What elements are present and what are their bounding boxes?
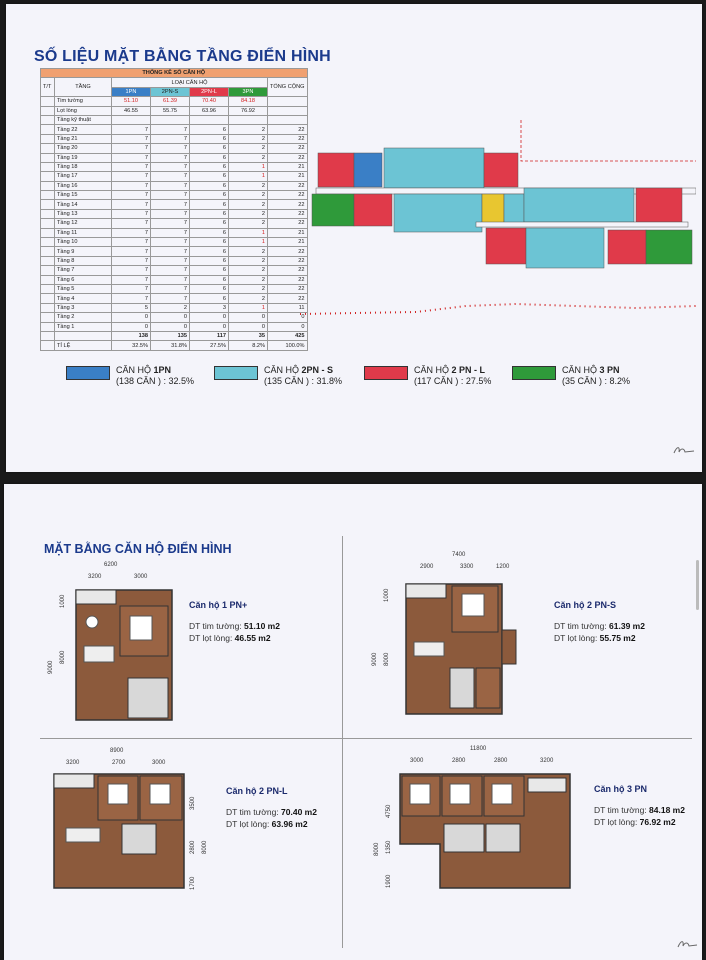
floor-count: 1 — [229, 303, 268, 312]
floor-total: 21 — [268, 162, 308, 171]
floor-count: 6 — [190, 209, 229, 218]
table-row — [41, 125, 308, 134]
ratio-3pn: 8.2% — [229, 341, 268, 350]
floor-label: Tầng 16 — [55, 181, 112, 190]
floor-total: 22 — [268, 181, 308, 190]
legend-swatch-3pn — [512, 366, 556, 380]
table-row — [41, 303, 308, 312]
legend-sub-3pn: (35 CĂN ) : 8.2% — [562, 376, 631, 386]
floor-count: 7 — [151, 256, 190, 265]
floor-count: 6 — [190, 284, 229, 293]
page-title: SỐ LIỆU MẶT BẰNG TẦNG ĐIỂN HÌNH — [34, 48, 331, 65]
apt-tim-4: 84.18 m2 — [649, 805, 685, 815]
legend-swatch-1pn — [66, 366, 110, 380]
legend-code-2pnl: 2 PN - L — [451, 365, 486, 375]
table-row — [41, 209, 308, 218]
floor-label: Tầng 11 — [55, 228, 112, 237]
dim-left-4-c: 1900 — [386, 874, 392, 888]
dim-top-4-d: 3200 — [540, 758, 554, 764]
floor-count: 7 — [151, 266, 190, 275]
floor-count: 6 — [190, 181, 229, 190]
floor-count: 7 — [112, 162, 151, 171]
table-row — [41, 153, 308, 162]
floor-count: 0 — [229, 322, 268, 331]
row-tim-tuong-label: Tim tường — [55, 97, 112, 106]
floor-count: 6 — [190, 238, 229, 247]
dim-top-2-a: 2900 — [420, 564, 434, 570]
signature-mark-2 — [676, 938, 700, 950]
floor-count: 0 — [112, 313, 151, 322]
legend-code-1pn: 1PN — [153, 365, 172, 375]
floor-count: 6 — [190, 200, 229, 209]
floor-count: 2 — [229, 200, 268, 209]
floor-label: Tầng 21 — [55, 134, 112, 143]
dim-top-3-b: 2700 — [112, 760, 126, 766]
dim-top-4-c: 2800 — [494, 758, 508, 764]
floor-total: 22 — [268, 191, 308, 200]
apt-area-4: DT tim tường: 84.18 m2 DT lọt lòng: 76.92 m2 — [594, 805, 685, 827]
floor-count: 7 — [112, 238, 151, 247]
floor-label: Tầng 5 — [55, 284, 112, 293]
floor-count: 7 — [151, 219, 190, 228]
floor-count: 1 — [229, 238, 268, 247]
table-row — [41, 172, 308, 181]
legend-swatch-2pnl — [364, 366, 408, 380]
legend-label-2pnl: CĂN HỘ — [414, 365, 452, 375]
floor-count: 7 — [112, 181, 151, 190]
floor-count: 7 — [151, 247, 190, 256]
floor-count: 0 — [151, 322, 190, 331]
ratio-total: 100.0% — [268, 341, 308, 350]
table-row — [41, 200, 308, 209]
horizontal-divider — [40, 738, 692, 739]
col-types: LOẠI CĂN HỘ — [112, 78, 268, 87]
floor-count: 7 — [112, 256, 151, 265]
dim-left-4-a: 4750 — [386, 804, 392, 818]
dim-top-2-c: 1200 — [496, 564, 510, 570]
floor-count: 0 — [190, 313, 229, 322]
floor-count: 2 — [229, 256, 268, 265]
ratio-1pn: 32.5% — [112, 341, 151, 350]
floor-count: 6 — [190, 247, 229, 256]
ratio-label: TỈ LỆ — [55, 341, 112, 350]
floor-count: 2 — [229, 125, 268, 134]
floorplan-1pn — [74, 588, 174, 722]
floor-count: 6 — [190, 294, 229, 303]
floor-count: 5 — [112, 303, 151, 312]
legend-label-2pns: CĂN HỘ — [264, 365, 302, 375]
dim-top-1-total: 6200 — [104, 562, 118, 568]
floor-count: 7 — [112, 125, 151, 134]
floor-count: 2 — [229, 294, 268, 303]
ratio-2pnl: 27.5% — [190, 341, 229, 350]
legend-sub-2pnl: (117 CĂN ) : 27.5% — [414, 376, 492, 386]
floor-total: 22 — [268, 219, 308, 228]
floor-label: Tầng 20 — [55, 144, 112, 153]
floor-label: Tầng 15 — [55, 191, 112, 200]
floor-count — [229, 115, 268, 124]
dim-top-3-a: 3200 — [66, 760, 80, 766]
tim-1pn: 51.10 — [112, 97, 151, 106]
unit-statistics-table — [40, 68, 308, 351]
floor-count: 6 — [190, 125, 229, 134]
floor-count: 6 — [190, 256, 229, 265]
floor-count: 7 — [151, 153, 190, 162]
floor-count: 7 — [151, 209, 190, 218]
floor-count — [190, 115, 229, 124]
legend-sub-2pns: (135 CĂN ) : 31.8% — [264, 376, 343, 386]
apt-area-1: DT tim tường: 51.10 m2 DT lọt lòng: 46.55 m2 — [189, 621, 280, 643]
scroll-indicator[interactable] — [696, 560, 699, 610]
tim-2pnl: 70.40 — [190, 97, 229, 106]
floor-count: 7 — [112, 275, 151, 284]
dim-right-3-c: 1700 — [190, 876, 196, 890]
floor-count: 6 — [190, 191, 229, 200]
floor-count: 0 — [151, 313, 190, 322]
lot-2pns: 55.75 — [151, 106, 190, 115]
floor-total: 22 — [268, 209, 308, 218]
dim-left-2-a: 8000 — [384, 652, 390, 666]
floor-count: 7 — [151, 125, 190, 134]
col-tt: T/T — [41, 78, 55, 97]
floor-count: 7 — [151, 238, 190, 247]
apt-lot-2: 55.75 m2 — [599, 633, 636, 643]
floor-count: 6 — [190, 228, 229, 237]
floor-count: 7 — [151, 228, 190, 237]
floor-total: 22 — [268, 294, 308, 303]
floor-label: Tầng 19 — [55, 153, 112, 162]
floor-label: Tầng 14 — [55, 200, 112, 209]
floor-count: 2 — [229, 219, 268, 228]
floor-total: 22 — [268, 247, 308, 256]
legend-code-3pn: 3 PN — [599, 365, 620, 375]
floor-count: 7 — [112, 134, 151, 143]
floor-label: Tầng 7 — [55, 266, 112, 275]
tim-3pn: 84.18 — [229, 97, 268, 106]
apt-name-1: Căn hộ 1 PN+ — [189, 600, 248, 610]
dim-left-1-total: 9000 — [48, 660, 54, 674]
type-1pn: 1PN — [112, 87, 151, 96]
floor-count: 6 — [190, 162, 229, 171]
legend-code-2pns: 2PN - S — [301, 365, 334, 375]
table-row — [41, 322, 308, 331]
floor-count: 2 — [229, 144, 268, 153]
floor-label: Tầng 3 — [55, 303, 112, 312]
floor-total: 22 — [268, 256, 308, 265]
col-floor: TẦNG — [55, 78, 112, 97]
table-row — [41, 181, 308, 190]
floor-count: 2 — [229, 181, 268, 190]
table-row — [41, 191, 308, 200]
floor-count: 2 — [229, 284, 268, 293]
lot-2pnl: 63.96 — [190, 106, 229, 115]
total-all: 425 — [268, 331, 308, 340]
floor-label: Tầng 1 — [55, 322, 112, 331]
floor-total: 22 — [268, 275, 308, 284]
apt-name-3: Căn hộ 2 PN-L — [226, 786, 288, 796]
floor-label: Tầng 9 — [55, 247, 112, 256]
floor-total: 11 — [268, 303, 308, 312]
dim-top-1-a: 3200 — [88, 574, 102, 580]
dim-left-2-b: 1000 — [384, 588, 390, 602]
table-row — [41, 266, 308, 275]
dim-top-2-b: 3300 — [460, 564, 474, 570]
typical-floor-plan — [296, 118, 696, 328]
total-1pn: 138 — [112, 331, 151, 340]
floor-count: 7 — [151, 134, 190, 143]
floor-label: Tầng 13 — [55, 209, 112, 218]
floor-stats-page — [6, 4, 702, 472]
floor-count: 0 — [112, 322, 151, 331]
floor-count: 2 — [229, 275, 268, 284]
floorplan-2pns — [404, 582, 518, 716]
signature-mark — [672, 444, 698, 456]
dim-right-3-b: 2800 — [190, 840, 196, 854]
floorplan-3pn — [398, 772, 574, 892]
legend-label-1pn: CĂN HỘ — [116, 365, 154, 375]
floor-count: 7 — [151, 200, 190, 209]
floor-count: 7 — [151, 162, 190, 171]
floor-count: 1 — [229, 162, 268, 171]
floor-count: 7 — [112, 200, 151, 209]
floor-count: 6 — [190, 153, 229, 162]
table-row — [41, 144, 308, 153]
type-2pnl: 2PN-L — [190, 87, 229, 96]
floor-count: 7 — [151, 191, 190, 200]
dim-top-1-b: 3000 — [134, 574, 148, 580]
dim-top-4-a: 3000 — [410, 758, 424, 764]
table-row — [41, 162, 308, 171]
apt-lot-3: 63.96 m2 — [271, 819, 308, 829]
floor-count: 2 — [229, 134, 268, 143]
floor-count: 7 — [112, 209, 151, 218]
total-2pns: 135 — [151, 331, 190, 340]
floor-label: Tầng 8 — [55, 256, 112, 265]
dim-left-1-b: 1000 — [60, 594, 66, 608]
lot-1pn: 46.55 — [112, 106, 151, 115]
page-title-2: MẶT BẰNG CĂN HỘ ĐIỂN HÌNH — [44, 542, 232, 556]
apt-tim-2: 61.39 m2 — [609, 621, 645, 631]
apartment-plans-page — [4, 484, 702, 960]
floor-count: 7 — [151, 144, 190, 153]
floor-count: 7 — [151, 275, 190, 284]
apt-lot-1: 46.55 m2 — [234, 633, 271, 643]
floor-count: 7 — [112, 266, 151, 275]
ratio-2pns: 31.8% — [151, 341, 190, 350]
floor-label: Tầng 10 — [55, 238, 112, 247]
apt-lot-4: 76.92 m2 — [639, 817, 676, 827]
floor-label: Tầng kỹ thuật — [55, 115, 112, 124]
floor-total: 21 — [268, 172, 308, 181]
floor-count: 2 — [229, 191, 268, 200]
floor-count: 7 — [112, 228, 151, 237]
floor-total: 0 — [268, 313, 308, 322]
apt-name-4: Căn hộ 3 PN — [594, 784, 648, 794]
floor-count: 7 — [112, 284, 151, 293]
floor-label: Tầng 17 — [55, 172, 112, 181]
dim-top-4-total: 11800 — [470, 746, 487, 752]
floor-total: 21 — [268, 228, 308, 237]
floor-label: Tầng 2 — [55, 313, 112, 322]
floor-count — [112, 115, 151, 124]
floor-count: 7 — [151, 294, 190, 303]
vertical-divider — [342, 536, 343, 948]
dim-top-3-c: 3000 — [152, 760, 166, 766]
floor-count: 7 — [112, 153, 151, 162]
floor-count: 1 — [229, 228, 268, 237]
type-2pns: 2PN-S — [151, 87, 190, 96]
floorplan-2pnl — [52, 772, 186, 892]
floor-count: 7 — [112, 294, 151, 303]
floor-count: 2 — [229, 209, 268, 218]
dim-right-3-total: 8000 — [202, 840, 208, 854]
floor-count: 6 — [190, 219, 229, 228]
floor-total: 22 — [268, 125, 308, 134]
floor-count: 2 — [151, 303, 190, 312]
floor-label: Tầng 18 — [55, 162, 112, 171]
dim-top-3-total: 8900 — [110, 748, 124, 754]
floor-label: Tầng 12 — [55, 219, 112, 228]
floor-label: Tầng 4 — [55, 294, 112, 303]
floor-count: 0 — [190, 322, 229, 331]
floor-total: 22 — [268, 284, 308, 293]
floor-count: 3 — [190, 303, 229, 312]
floor-count: 0 — [229, 313, 268, 322]
table-row — [41, 247, 308, 256]
table-row — [41, 284, 308, 293]
floor-count: 2 — [229, 266, 268, 275]
table-row — [41, 219, 308, 228]
table-row — [41, 115, 308, 124]
apt-tim-3: 70.40 m2 — [281, 807, 317, 817]
floor-label: Tầng 22 — [55, 125, 112, 134]
table-row — [41, 134, 308, 143]
dim-left-4-b: 1350 — [386, 840, 392, 854]
table-row — [41, 313, 308, 322]
floor-count: 7 — [112, 172, 151, 181]
dim-top-2-total: 7400 — [452, 552, 466, 558]
legend-swatch-2pns — [214, 366, 258, 380]
table-row — [41, 256, 308, 265]
table-row — [41, 294, 308, 303]
col-total: TỔNG CỘNG — [268, 78, 308, 97]
floor-total: 22 — [268, 144, 308, 153]
floor-total: 22 — [268, 200, 308, 209]
type-3pn: 3PN — [229, 87, 268, 96]
row-lot-long-label: Lọt lòng — [55, 106, 112, 115]
tim-2pns: 61.39 — [151, 97, 190, 106]
dim-top-4-b: 2800 — [452, 758, 466, 764]
floor-label: Tầng 6 — [55, 275, 112, 284]
floor-total: 0 — [268, 322, 308, 331]
floor-count: 6 — [190, 275, 229, 284]
floor-total: 22 — [268, 134, 308, 143]
floor-count: 1 — [229, 172, 268, 181]
floor-count: 2 — [229, 247, 268, 256]
dim-right-3-a: 3500 — [190, 796, 196, 810]
total-2pnl: 117 — [190, 331, 229, 340]
floor-count: 7 — [112, 247, 151, 256]
table-row — [41, 228, 308, 237]
apt-area-3: DT tim tường: 70.40 m2 DT lọt lòng: 63.96 m2 — [226, 807, 317, 829]
dim-left-1-a: 8000 — [60, 650, 66, 664]
floor-total: 22 — [268, 153, 308, 162]
floor-count: 6 — [190, 172, 229, 181]
legend-sub-1pn: (138 CĂN ) : 32.5% — [116, 376, 195, 386]
table-caption: THỐNG KÊ SỐ CĂN HỘ — [41, 69, 308, 78]
floor-count: 7 — [112, 144, 151, 153]
table-row — [41, 238, 308, 247]
floor-count: 2 — [229, 153, 268, 162]
dim-left-2-total: 9000 — [372, 652, 378, 666]
apt-tim-1: 51.10 m2 — [244, 621, 280, 631]
floor-count: 7 — [151, 172, 190, 181]
floor-count — [151, 115, 190, 124]
floor-count: 6 — [190, 134, 229, 143]
apt-name-2: Căn hộ 2 PN-S — [554, 600, 617, 610]
apt-area-2: DT tim tường: 61.39 m2 DT lọt lòng: 55.75 m2 — [554, 621, 645, 643]
floor-total: 21 — [268, 238, 308, 247]
floor-total: 22 — [268, 266, 308, 275]
floor-count: 6 — [190, 266, 229, 275]
lot-3pn: 76.92 — [229, 106, 268, 115]
floor-count: 7 — [151, 284, 190, 293]
floor-count: 7 — [112, 219, 151, 228]
table-row — [41, 275, 308, 284]
floor-count: 6 — [190, 144, 229, 153]
dim-left-4-total: 8000 — [374, 842, 380, 856]
floor-count: 7 — [151, 181, 190, 190]
floor-count: 7 — [112, 191, 151, 200]
legend-label-3pn: CĂN HỘ — [562, 365, 600, 375]
total-3pn: 35 — [229, 331, 268, 340]
